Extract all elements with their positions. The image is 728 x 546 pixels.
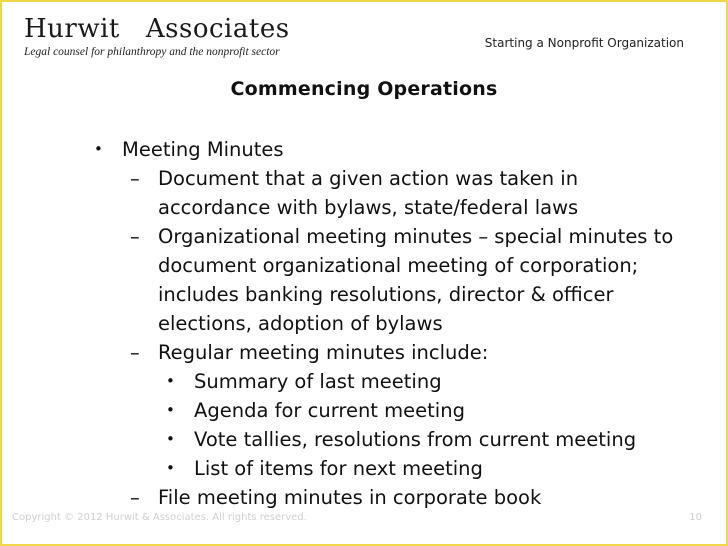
page-number: 10: [689, 512, 702, 523]
sub-item-text: Regular meeting minutes include:: [158, 341, 489, 364]
slide-title: [2, 78, 726, 100]
sub-sub-item-text: Summary of last meeting: [194, 370, 442, 393]
dash-icon: –: [130, 225, 140, 248]
slide-body: [94, 135, 694, 512]
sub-sub-item: [94, 396, 694, 425]
sub-item-text: File meeting minutes in corporate book: [158, 486, 542, 509]
section-title: Starting a Nonprofit Organization: [484, 36, 684, 50]
firm-logo: [24, 14, 290, 59]
sub-item-text: Organizational meeting minutes – special minutes to document organizational meeting of corporation; includes banking resolutions, director & officer elections, adoption of bylaws: [158, 225, 674, 335]
dash-icon: –: [130, 486, 140, 509]
sub-item-text: Document that a given action was taken in accordance with bylaws, state/federal laws: [158, 167, 579, 219]
bullet-item: [94, 135, 694, 164]
bullet-text: Meeting Minutes: [122, 138, 284, 161]
sub-item: [94, 164, 694, 222]
bullet-icon: •: [94, 140, 103, 158]
sub-sub-item-text: Agenda for current meeting: [194, 399, 465, 422]
bullet-icon: •: [166, 401, 175, 419]
sub-item: [94, 483, 694, 512]
bullet-icon: •: [166, 430, 175, 448]
slide-title-text: Commencing Operations: [230, 78, 498, 100]
firm-name-first: Hurwit: [24, 14, 120, 44]
sub-sub-item: [94, 367, 694, 396]
bullet-icon: •: [166, 459, 175, 477]
firm-name-second: Associates: [145, 14, 290, 44]
sub-sub-item-text: Vote tallies, resolutions from current meeting: [194, 428, 637, 451]
dash-icon: –: [130, 341, 140, 364]
sub-item: [94, 338, 694, 367]
bullet-list: [94, 135, 694, 512]
sub-sub-item: [94, 425, 694, 454]
sub-sub-item-text: List of items for next meeting: [194, 457, 483, 480]
footer-copyright: Copyright © 2012 Hurwit & Associates. All rights reserved.: [12, 512, 307, 523]
firm-tagline: Legal counsel for philanthropy and the nonprofit sector: [24, 46, 280, 58]
sub-sub-item: [94, 454, 694, 483]
sub-item: [94, 222, 694, 338]
firm-name: [24, 14, 290, 44]
bullet-icon: •: [166, 372, 175, 390]
dash-icon: –: [130, 167, 140, 190]
